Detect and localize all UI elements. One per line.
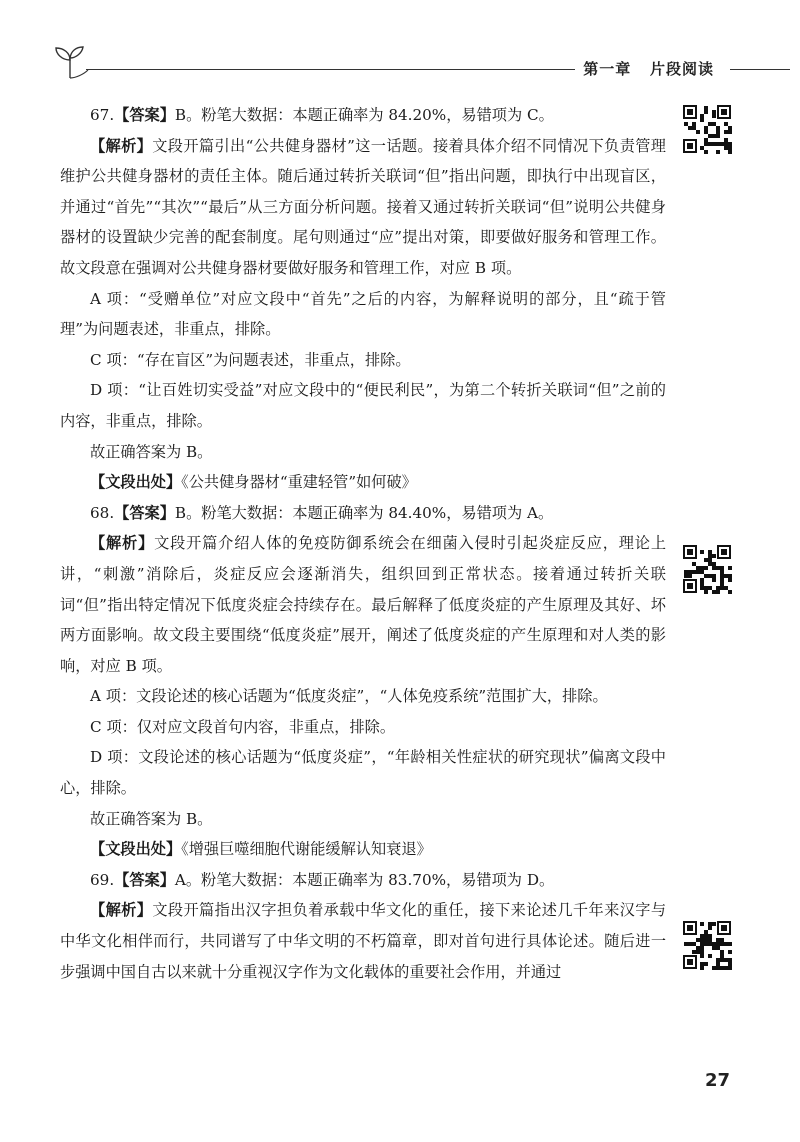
option-c-paragraph: C 项：仅对应文段首句内容，非重点，排除。	[90, 717, 396, 736]
answer-tag: 【答案】	[114, 870, 175, 889]
conclusion-line: 故正确答案为 B。	[90, 442, 213, 461]
qr-code-icon[interactable]	[682, 544, 732, 594]
analysis-paragraph-67: 【解析】文段开篇引出“公共健身器材”这一话题。接着具体介绍不同情况下负责管理维护公共健身器材的责任主体。随后通过转折关联词“但”指出问题，即执行中出现盲区，并通过“首先”“其次”“最后”从三方面分析问题。接着又通过转折关联词“但”说明公共健身器材的设置缺少完善的配套制度。尾句则通过“应”提出对策，即要做好服务和管理工作。故文段意在强调对公共健身器材要做好服务和管理工作，对应 B 项。	[60, 136, 666, 277]
source-line-67: 【文段出处】《公共健身器材“重建轻管”如何破》	[90, 473, 417, 492]
answer-line-67: 67.【答案】B。粉笔大数据：本题正确率为 84.20%，易错项为 C。	[90, 106, 554, 124]
qr-code-icon[interactable]	[682, 920, 732, 970]
qr-code-icon[interactable]	[682, 104, 732, 154]
option-a-paragraph: A 项：“受赠单位”对应文段中“首先”之后的内容，为解释说明的部分，且“疏于管理”为问题表述，非重点，排除。	[60, 289, 666, 339]
chapter-title	[575, 58, 722, 79]
analysis-paragraph-68: 【解析】文段开篇介绍人体的免疫防御系统会在细菌入侵时引起炎症反应，理论上讲，“刺激”消除后，炎症反应会逐渐消失，组织回到正常状态。接着通过转折关联词“但”指出特定情况下低度炎症会持续存在。最后解释了低度炎症的产生原理及其好、坏两方面影响。故文段主要围绕“低度炎症”展开，阐述了低度炎症的产生原理和对人类的影响，对应 B 项。	[60, 534, 667, 675]
conclusion-line: 故正确答案为 B。	[90, 809, 213, 828]
analysis-tag: 【解析】	[90, 136, 153, 155]
option-d-paragraph: D 项：文段论述的核心话题为“低度炎症”，“年龄相关性症状的研究现状”偏离文段中心，排除。	[60, 748, 666, 798]
analysis-tag: 【解析】	[90, 901, 153, 920]
source-tag: 【文段出处】	[90, 840, 182, 859]
section-title: 片段阅读	[649, 60, 714, 78]
source-tag: 【文段出处】	[90, 473, 182, 492]
option-d-paragraph: D 项：“让百姓切实受益”对应文段中的“便民利民”，为第二个转折关联词“但”之前的内容，非重点，排除。	[60, 381, 666, 430]
answer-content	[60, 100, 666, 987]
chapter-number: 第一章	[583, 60, 632, 78]
page-header	[40, 44, 790, 84]
sprout-icon	[50, 44, 90, 80]
analysis-paragraph-69: 【解析】文段开篇指出汉字担负着承载中华文化的重任，接下来论述几千年来汉字与中华文化相伴而行，共同谱写了中华文明的不朽篇章，即对首句进行具体论述。随后进一步强调中国自古以来就十分重视汉字作为文化载体的重要社会作用，并通过	[60, 901, 666, 981]
answer-line-69: 69.【答案】A。粉笔大数据：本题正确率为 83.70%，易错项为 D。	[90, 870, 555, 889]
option-a-paragraph: A 项：文段论述的核心话题为“低度炎症”，“人体免疫系统”范围扩大，排除。	[90, 687, 608, 706]
analysis-tag: 【解析】	[90, 534, 155, 553]
answer-line-68: 68.【答案】B。粉笔大数据：本题正确率为 84.40%，易错项为 A。	[90, 503, 554, 522]
answer-tag: 【答案】	[114, 503, 175, 522]
header-rule-end	[730, 69, 790, 70]
answer-tag: 【答案】	[114, 106, 175, 124]
source-line-68: 【文段出处】《增强巨噬细胞代谢能缓解认知衰退》	[90, 840, 432, 859]
option-c-paragraph: C 项：“存在盲区”为问题表述，非重点，排除。	[90, 350, 411, 369]
page-number: 27	[704, 1070, 730, 1091]
